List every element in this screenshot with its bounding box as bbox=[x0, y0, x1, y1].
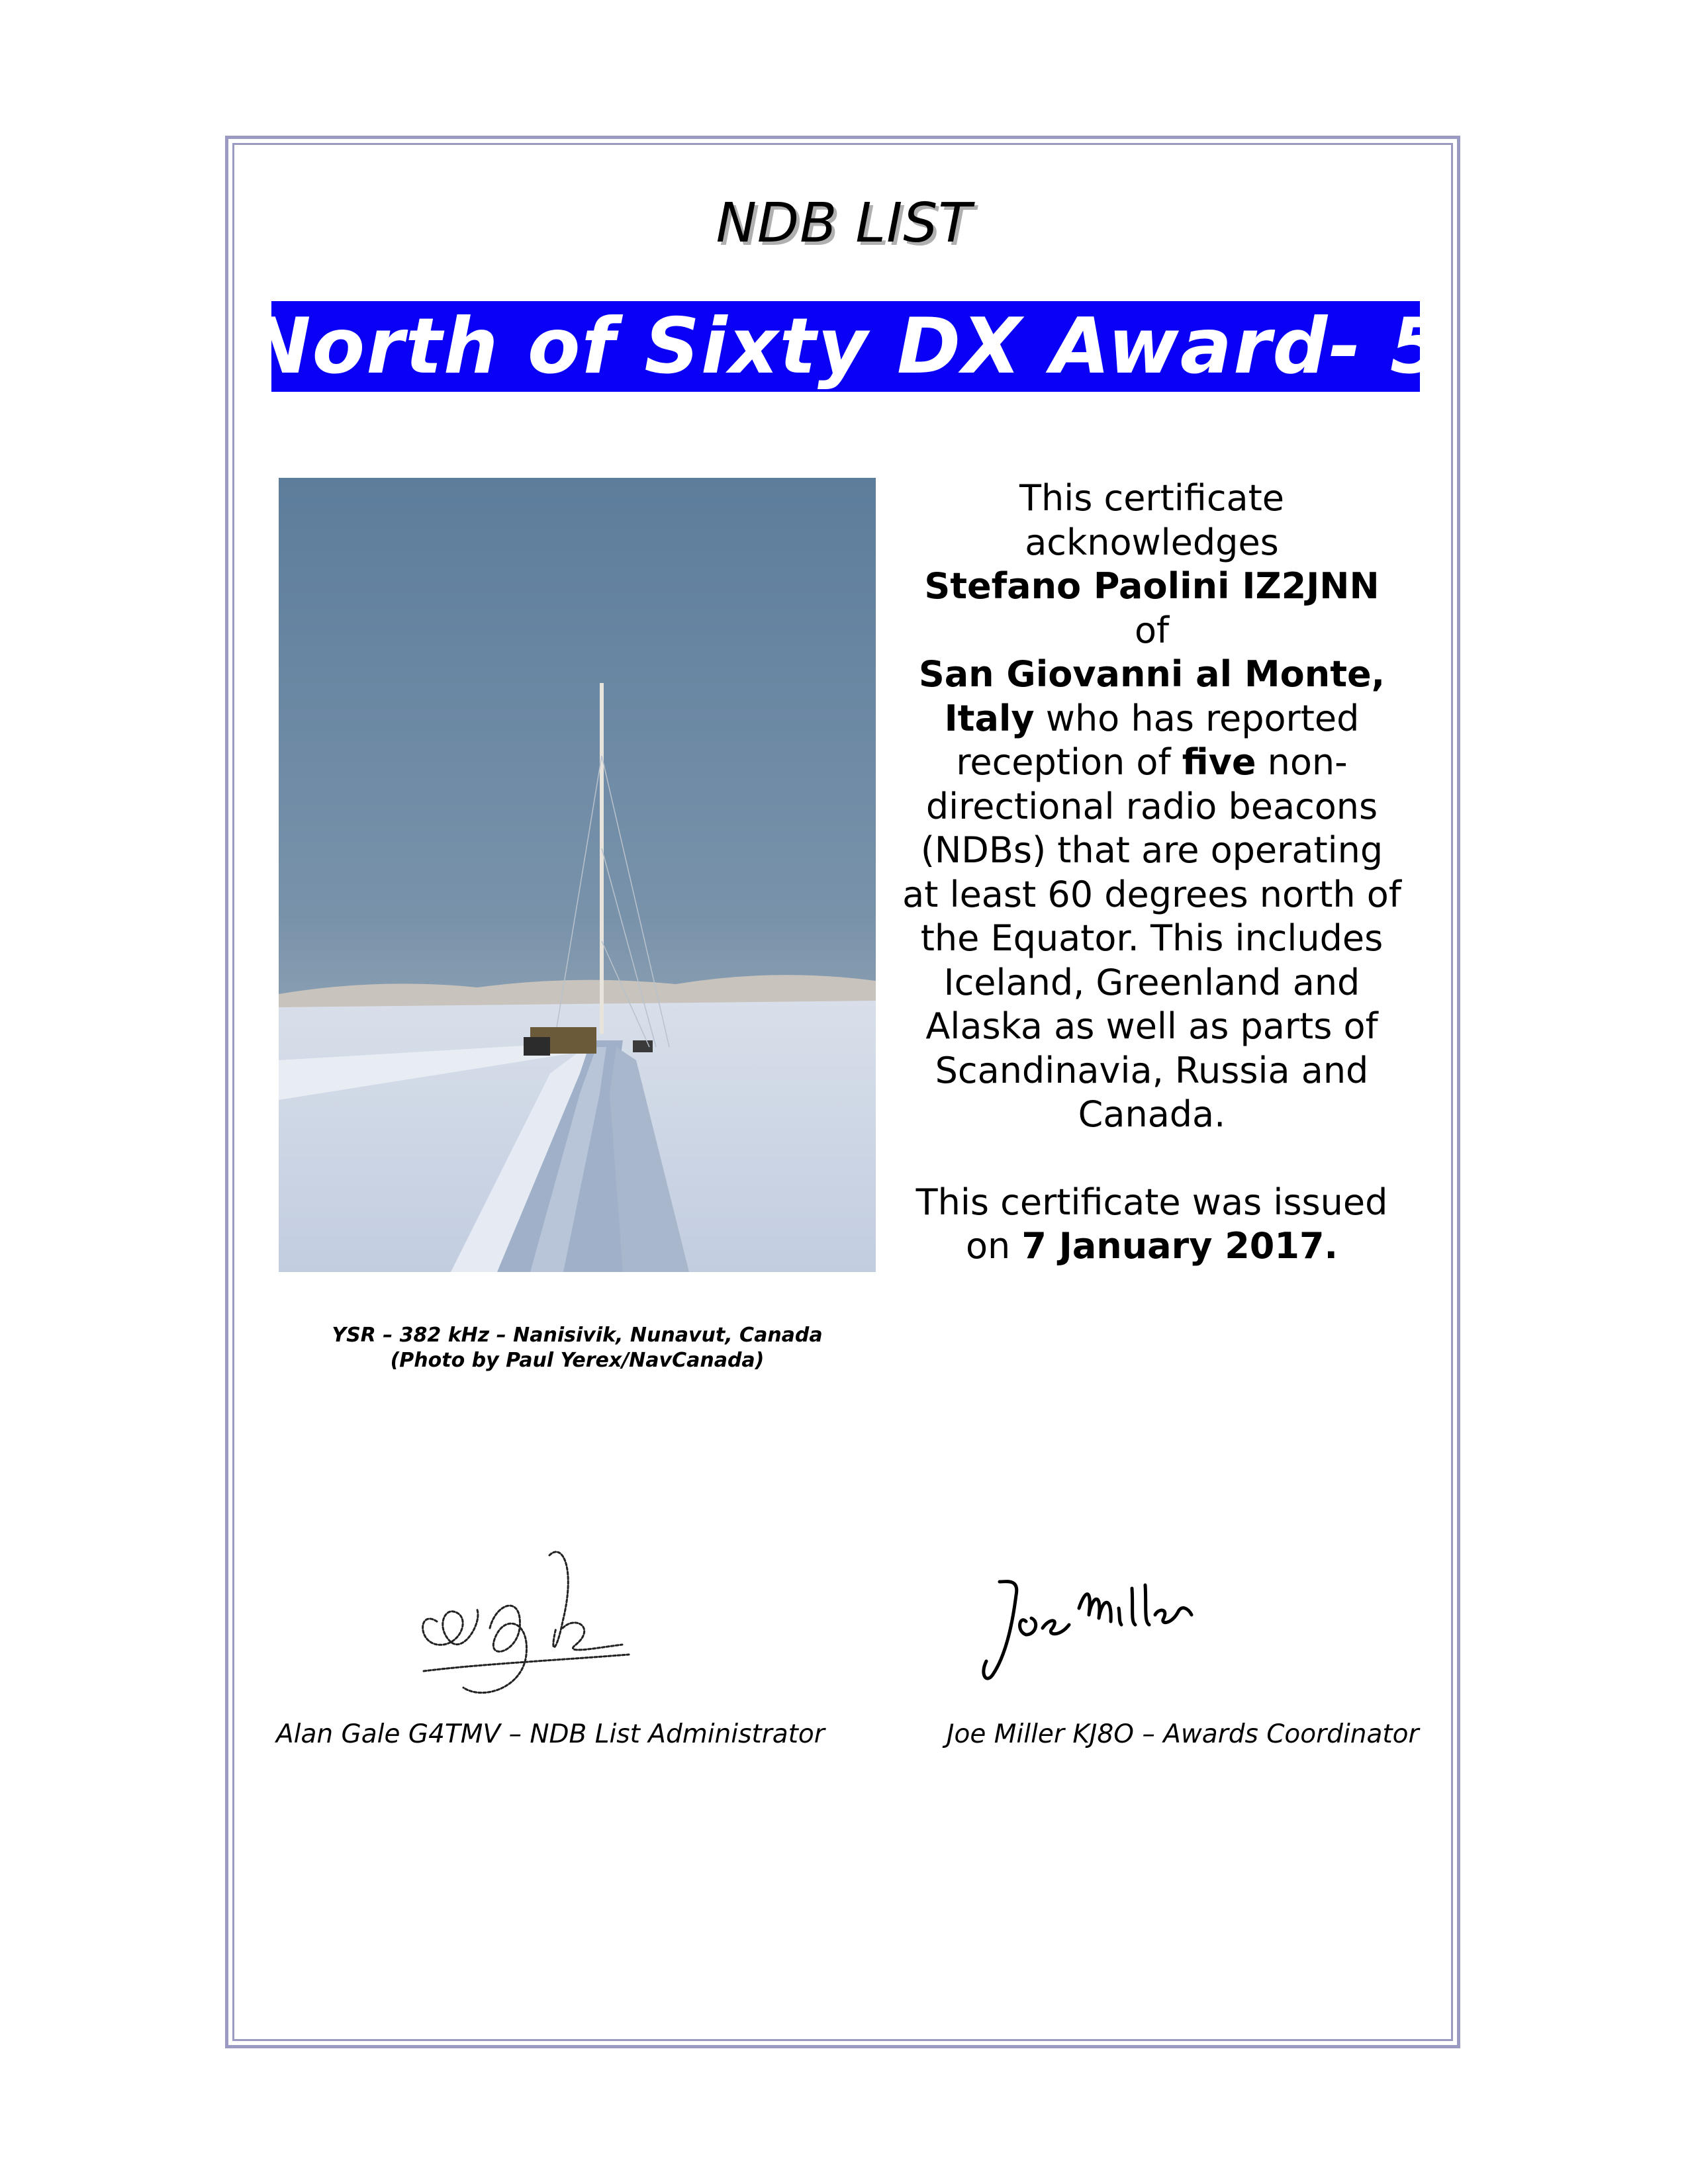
award-title-banner bbox=[246, 301, 1445, 392]
signature-alan-gale bbox=[397, 1529, 635, 1721]
body-line: of bbox=[1134, 609, 1170, 651]
photo-caption-credit: (Photo by Paul Yerex/NavCanada) bbox=[390, 1349, 765, 1372]
recipient-country: Italy bbox=[944, 697, 1035, 739]
signature-label-coordinator: Joe Miller KJ8O – Awards Coordinator bbox=[947, 1719, 1419, 1749]
certificate-body bbox=[887, 477, 1417, 1269]
body-line: the Equator. This includes bbox=[920, 917, 1383, 959]
issue-date-line: on 7 January 2017. bbox=[965, 1225, 1338, 1267]
body-line: acknowledges bbox=[1025, 521, 1279, 563]
body-line: reception of five non- bbox=[956, 741, 1348, 783]
signature-joe-miller bbox=[980, 1569, 1205, 1688]
body-line: (NDBs) that are operating bbox=[920, 829, 1383, 871]
body-line: directional radio beacons bbox=[925, 785, 1378, 827]
beacon-count: five bbox=[1182, 741, 1256, 783]
beacon-photo bbox=[279, 478, 876, 1272]
body-line: This certificate bbox=[1019, 477, 1284, 519]
issue-date: 7 January 2017. bbox=[1021, 1225, 1338, 1267]
body-line: Scandinavia, Russia and bbox=[935, 1049, 1369, 1091]
body-line: This certificate was issued bbox=[915, 1181, 1388, 1223]
body-line: Italy who has reported bbox=[944, 697, 1360, 739]
body-line: at least 60 degrees north of bbox=[902, 873, 1401, 915]
photo-caption-location: YSR – 382 kHz – Nanisivik, Nunavut, Canada bbox=[332, 1324, 823, 1347]
body-line: Canada. bbox=[1078, 1093, 1226, 1135]
recipient-name: Stefano Paolini IZ2JNN bbox=[924, 565, 1380, 607]
award-title: North of Sixty DX Award- 5 bbox=[246, 302, 1445, 391]
recipient-location: San Giovanni al Monte, bbox=[918, 653, 1385, 695]
signature-label-administrator: Alan Gale G4TMV – NDB List Administrator bbox=[276, 1719, 825, 1749]
body-line: Iceland, Greenland and bbox=[943, 961, 1360, 1003]
certificate-header: NDB LIST bbox=[716, 192, 972, 255]
body-line: Alaska as well as parts of bbox=[925, 1005, 1378, 1047]
